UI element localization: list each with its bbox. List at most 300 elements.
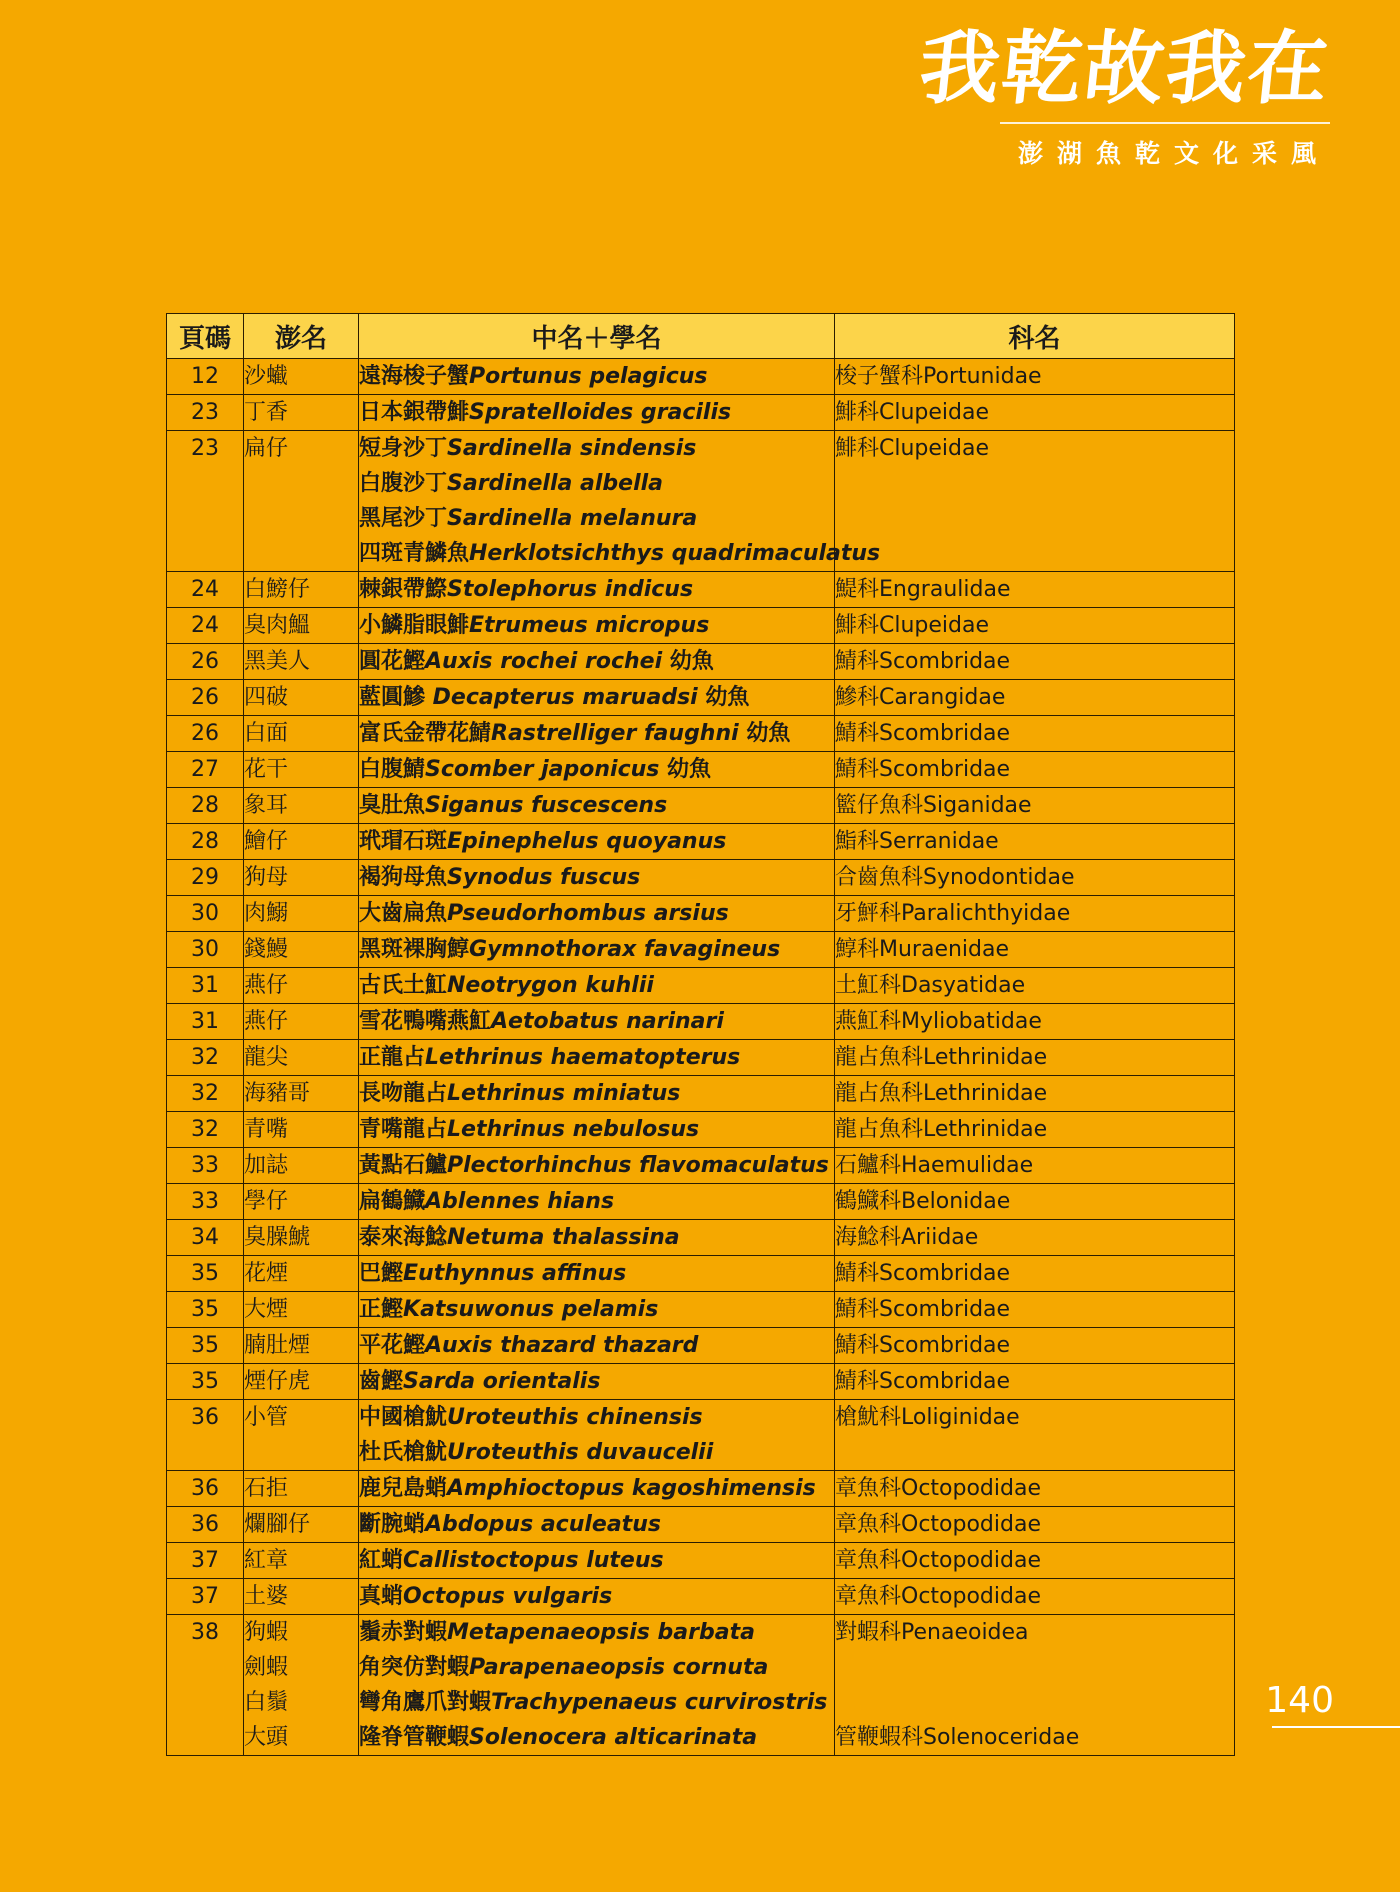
page-ref-cell: 35 [167,1256,244,1292]
page-ref-cell: 35 [167,1292,244,1328]
species-entry [359,1256,834,1291]
scientific-name: Lethrinus nebulosus [447,1117,700,1142]
scientific-name: Gymnothorax favagineus [469,937,781,962]
local-name: 象耳 [244,793,289,818]
column-header-family: 科名 [835,314,1235,359]
scientific-name: Etrumeus micropus [469,613,710,638]
local-name: 丁香 [244,400,289,425]
species-cell [359,1364,835,1400]
page-ref-cell: 35 [167,1364,244,1400]
local-name-cell [244,1471,359,1507]
page-ref-cell: 32 [167,1076,244,1112]
page-ref-cell: 26 [167,680,244,716]
species-entry [359,1685,834,1720]
species-cell [359,395,835,431]
family-cell [835,1256,1235,1292]
family-name: 鯡科Clupeidae [835,400,990,425]
local-name: 臭臊鯱 [244,1225,311,1250]
family-name: 章魚科Octopodidae [835,1584,1041,1609]
local-name: 燕仔 [244,1009,289,1034]
life-stage-note: 幼魚 [738,721,791,746]
family-name: 槍魷科Loliginidae [835,1405,1020,1430]
scientific-name: Callistoctopus luteus [403,1548,664,1573]
page-ref-cell: 28 [167,824,244,860]
chinese-name: 日本銀帶鯡 [359,400,470,425]
local-name-cell [244,1543,359,1579]
page-ref-cell: 37 [167,1543,244,1579]
local-name-cell [244,395,359,431]
species-cell [359,1400,835,1471]
species-entry [359,1112,834,1147]
chinese-name: 真蛸 [359,1584,404,1609]
family-cell [835,359,1235,395]
family-name: 土魟科Dasyatidae [835,973,1026,998]
table-row [167,752,1235,788]
family-cell [835,1507,1235,1543]
table-row [167,1543,1235,1579]
family-cell [835,680,1235,716]
local-name: 紅章 [244,1548,289,1573]
local-name-cell [244,1040,359,1076]
table-row [167,1076,1235,1112]
local-name-cell [244,1148,359,1184]
family-cell [835,1040,1235,1076]
species-entry [359,752,834,787]
local-name-cell [244,788,359,824]
life-stage-note: 幼魚 [662,649,714,674]
scientific-name: Scomber japonicus [425,757,660,782]
local-name-cell [244,1579,359,1615]
local-name: 白鬚 [244,1690,289,1715]
species-cell [359,1220,835,1256]
scientific-name: Ablennes hians [425,1189,615,1214]
scientific-name: Auxis rochei rochei [425,649,663,674]
family-cell [835,1615,1235,1756]
species-cell [359,860,835,896]
local-name: 錢鰻 [244,937,289,962]
table-header-row [167,314,1235,359]
local-name: 學仔 [244,1189,289,1214]
table-row [167,1040,1235,1076]
local-name-cell [244,968,359,1004]
page-ref-cell: 33 [167,1148,244,1184]
species-cell [359,1040,835,1076]
chinese-name: 小鱗脂眼鯡 [359,613,470,638]
scientific-name: Synodus fuscus [447,865,641,890]
chinese-name: 長吻龍占 [359,1081,448,1106]
page-ref-cell: 38 [167,1615,244,1756]
local-name: 煙仔虎 [244,1369,311,1394]
local-name: 黑美人 [244,649,311,674]
page-ref-cell: 34 [167,1220,244,1256]
chinese-name: 富氏金帶花鯖 [359,721,492,746]
column-header-local-name: 澎名 [244,314,359,359]
species-entry [359,1328,834,1363]
chinese-name: 角突仿對蝦 [359,1655,470,1680]
table-row [167,359,1235,395]
scientific-name: Epinephelus quoyanus [447,829,727,854]
family-cell [835,1328,1235,1364]
local-name: 白面 [244,721,289,746]
page-number: 140 [1265,1680,1334,1721]
species-entry [359,501,834,536]
species-entry [359,680,834,715]
scientific-name: Plectorhinchus flavomaculatus [447,1153,829,1178]
family-name: 鯡科Clupeidae [835,613,990,638]
species-entry [359,1364,834,1399]
family-cell [835,608,1235,644]
table-row [167,1615,1235,1756]
scientific-name: Metapenaeopsis barbata [447,1620,755,1645]
species-entry [359,1184,834,1219]
scientific-name: Stolephorus indicus [447,577,694,602]
species-cell [359,1507,835,1543]
scientific-name: Spratelloides gracilis [469,400,732,425]
local-name-cell [244,932,359,968]
family-cell [835,716,1235,752]
chinese-name: 臭肚魚 [359,793,426,818]
page-ref-cell: 36 [167,1471,244,1507]
family-name: 合齒魚科Synodontidae [835,865,1075,890]
table-row [167,1328,1235,1364]
local-name: 青嘴 [244,1117,289,1142]
species-entry [359,1400,834,1435]
species-cell [359,896,835,932]
local-name-cell [244,1256,359,1292]
scientific-name: Uroteuthis duvaucelii [447,1440,714,1465]
table-row [167,1256,1235,1292]
scientific-name: Auxis thazard thazard [425,1333,699,1358]
family-name: 章魚科Octopodidae [835,1512,1041,1537]
table-body [167,359,1235,1756]
page-ref-cell: 26 [167,644,244,680]
family-cell [835,932,1235,968]
species-table [166,313,1235,1756]
chinese-name: 扁鶴鱵 [359,1189,426,1214]
species-cell [359,1004,835,1040]
scientific-name: Abdopus aculeatus [425,1512,661,1537]
species-entry [359,716,834,751]
scientific-name: Katsuwonus pelamis [403,1297,659,1322]
table-row [167,824,1235,860]
family-name: 鯖科Scombridae [835,649,1011,674]
table-row [167,1400,1235,1471]
species-entry [359,608,834,643]
table-row [167,608,1235,644]
column-header-page: 頁碼 [167,314,244,359]
chinese-name: 正鰹 [359,1297,404,1322]
family-name: 章魚科Octopodidae [835,1548,1041,1573]
family-name: 鯖科Scombridae [835,721,1011,746]
family-name: 鮨科Serranidae [835,829,999,854]
species-entry [359,968,834,1003]
family-name: 石鱸科Haemulidae [835,1153,1034,1178]
species-cell [359,1579,835,1615]
local-name-cell [244,716,359,752]
species-entry [359,1076,834,1111]
scientific-name: Trachypenaeus curvirostris [491,1690,828,1715]
species-cell [359,1256,835,1292]
chinese-name: 雪花鴨嘴燕魟 [359,1009,492,1034]
species-cell [359,644,835,680]
table-row [167,1220,1235,1256]
species-entry [359,1004,834,1039]
page-ref-cell: 28 [167,788,244,824]
scientific-name: Pseudorhombus arsius [447,901,729,926]
family-name: 鯖科Scombridae [835,1297,1011,1322]
page-ref-cell: 26 [167,716,244,752]
species-entry [359,1650,834,1685]
species-entry [359,824,834,859]
scientific-name: Lethrinus miniatus [447,1081,681,1106]
local-name-cell [244,1220,359,1256]
family-cell [835,1220,1235,1256]
table-row [167,431,1235,572]
local-name-cell [244,644,359,680]
page-ref-cell: 30 [167,896,244,932]
family-cell [835,1364,1235,1400]
scientific-name: Sardinella sindensis [447,436,697,461]
local-name: 燕仔 [244,973,289,998]
family-cell [835,1292,1235,1328]
family-name: 章魚科Octopodidae [835,1476,1041,1501]
chinese-name: 黃點石鱸 [359,1153,448,1178]
local-name-cell [244,860,359,896]
species-cell [359,1292,835,1328]
species-entry [359,860,834,895]
family-cell [835,1543,1235,1579]
species-entry [359,572,834,607]
family-cell [835,896,1235,932]
table-row [167,932,1235,968]
scientific-name: Sardinella melanura [447,506,698,531]
species-cell [359,752,835,788]
scientific-name: Siganus fuscescens [425,793,668,818]
table-row [167,1471,1235,1507]
scientific-name: Netuma thalassina [447,1225,680,1250]
page-ref-cell: 23 [167,431,244,572]
species-cell [359,1615,835,1756]
page-ref-cell: 31 [167,1004,244,1040]
chinese-name: 青嘴龍占 [359,1117,448,1142]
local-name-cell [244,1004,359,1040]
chinese-name: 遠海梭子蟹 [359,364,470,389]
page-number-rule [1272,1726,1400,1728]
local-name-cell [244,752,359,788]
local-name: 花煙 [244,1261,289,1286]
local-name-cell [244,1615,359,1756]
family-name: 鯷科Engraulidae [835,577,1011,602]
chinese-name: 平花鰹 [359,1333,426,1358]
local-name: 大煙 [244,1297,289,1322]
table-row [167,860,1235,896]
species-entry [359,1040,834,1075]
page-ref-cell: 27 [167,752,244,788]
family-name: 鯖科Scombridae [835,757,1011,782]
book-title: 我乾故我在 [915,21,1335,115]
table-row [167,788,1235,824]
book-logo [915,18,1335,170]
species-entry [359,644,834,679]
scientific-name: Octopus vulgaris [403,1584,613,1609]
species-entry [359,1435,834,1470]
local-name: 扁仔 [244,436,289,461]
species-cell [359,932,835,968]
family-name: 對蝦科Penaeoidea [835,1620,1029,1645]
chinese-name: 鹿兒島蛸 [359,1476,448,1501]
page-ref-cell: 35 [167,1328,244,1364]
family-cell [835,860,1235,896]
family-cell [835,968,1235,1004]
family-cell [835,1471,1235,1507]
chinese-name: 棘銀帶鰶 [359,577,448,602]
local-name-cell [244,431,359,572]
chinese-name: 斷腕蛸 [359,1512,426,1537]
family-name [835,1650,1234,1685]
family-name: 鯡科Clupeidae [835,436,990,461]
table-row [167,644,1235,680]
table-row [167,1184,1235,1220]
family-cell [835,1076,1235,1112]
local-name: 大頭 [244,1725,289,1750]
local-name: 狗蝦 [244,1620,289,1645]
scientific-name: Amphioctopus kagoshimensis [447,1476,816,1501]
scientific-name: Rastrelliger faughni [491,721,739,746]
chinese-name: 中國槍魷 [359,1405,448,1430]
chinese-name: 巴鰹 [359,1261,404,1286]
species-cell [359,1471,835,1507]
family-cell [835,1184,1235,1220]
chinese-name: 泰來海鯰 [359,1225,448,1250]
local-name: 沙蠘 [244,364,289,389]
chinese-name: 黑斑裸胸鯙 [359,937,470,962]
species-cell [359,359,835,395]
family-cell [835,1579,1235,1615]
book-subtitle: 澎湖魚乾文化采風 [1017,139,1330,168]
table-row [167,680,1235,716]
page-ref-cell: 36 [167,1400,244,1471]
chinese-name: 圓花鰹 [359,649,426,674]
chinese-name: 短身沙丁 [359,436,448,461]
species-entry [359,1720,834,1755]
species-entry [359,788,834,823]
species-cell [359,1076,835,1112]
family-name: 龍占魚科Lethrinidae [835,1081,1048,1106]
table-row [167,716,1235,752]
family-cell [835,1148,1235,1184]
family-name: 鯖科Scombridae [835,1333,1011,1358]
family-name: 管鞭蝦科Solenoceridae [835,1725,1080,1750]
family-name: 籃仔魚科Siganidae [835,793,1032,818]
family-cell [835,1004,1235,1040]
family-name: 牙鮃科Paralichthyidae [835,901,1071,926]
chinese-name: 褐狗母魚 [359,865,448,890]
scientific-name: Sarda orientalis [403,1369,601,1394]
species-entry [359,1292,834,1327]
species-cell [359,968,835,1004]
local-name-cell [244,1507,359,1543]
local-name-cell [244,1400,359,1471]
species-entry [359,1579,834,1614]
species-cell [359,1112,835,1148]
scientific-name: Aetobatus narinari [491,1009,724,1034]
species-cell [359,716,835,752]
species-entry [359,1615,834,1650]
family-cell [835,752,1235,788]
species-entry [359,896,834,931]
local-name-cell [244,824,359,860]
chinese-name: 白腹鯖 [359,757,426,782]
local-name: 鱠仔 [244,829,289,854]
table-row [167,1004,1235,1040]
table-row [167,1507,1235,1543]
species-cell [359,608,835,644]
page-ref-cell: 36 [167,1507,244,1543]
life-stage-note: 幼魚 [697,685,750,710]
table-row [167,1112,1235,1148]
family-cell [835,788,1235,824]
scientific-name: Solenocera alticarinata [469,1725,758,1750]
family-name [835,1685,1234,1720]
chinese-name: 彎角鷹爪對蝦 [359,1690,492,1715]
species-entry [359,932,834,967]
local-name-cell [244,1292,359,1328]
page-ref-cell: 30 [167,932,244,968]
local-name-cell [244,1076,359,1112]
family-name: 鶴鱵科Belonidae [835,1189,1011,1214]
family-name: 龍占魚科Lethrinidae [835,1117,1048,1142]
species-entry [359,1220,834,1255]
species-entry [359,431,834,466]
chinese-name: 杜氏槍魷 [359,1440,448,1465]
chinese-name: 隆脊管鞭蝦 [359,1725,470,1750]
scientific-name: Sardinella albella [447,471,663,496]
family-name: 龍占魚科Lethrinidae [835,1045,1048,1070]
family-cell [835,395,1235,431]
scientific-name: Lethrinus haematopterus [425,1045,741,1070]
family-name: 鯖科Scombridae [835,1261,1011,1286]
page-ref-cell: 33 [167,1184,244,1220]
species-cell [359,1543,835,1579]
scientific-name: Portunus pelagicus [469,364,708,389]
species-entry [359,1148,834,1183]
local-name: 石拒 [244,1476,289,1501]
logo-divider [1000,122,1330,124]
local-name: 龍尖 [244,1045,289,1070]
chinese-name: 玳瑁石斑 [359,829,448,854]
species-entry [359,536,881,571]
page-ref-cell: 37 [167,1579,244,1615]
local-name-cell [244,608,359,644]
scientific-name: Decapterus maruadsi [432,685,698,710]
chinese-name: 四斑青鱗魚 [359,541,470,566]
page-ref-cell: 32 [167,1040,244,1076]
local-name: 土婆 [244,1584,289,1609]
species-cell [359,572,835,608]
local-name: 臭肉鰮 [244,613,311,638]
chinese-name: 鬚赤對蝦 [359,1620,448,1645]
page-ref-cell: 23 [167,395,244,431]
local-name: 白鰟仔 [244,577,311,602]
family-name: 梭子蟹科Portunidae [835,364,1042,389]
scientific-name: Euthynnus affinus [403,1261,627,1286]
table-row [167,1364,1235,1400]
species-cell [359,1148,835,1184]
family-cell [835,1112,1235,1148]
local-name-cell [244,896,359,932]
table-row [167,1579,1235,1615]
local-name-cell [244,1364,359,1400]
